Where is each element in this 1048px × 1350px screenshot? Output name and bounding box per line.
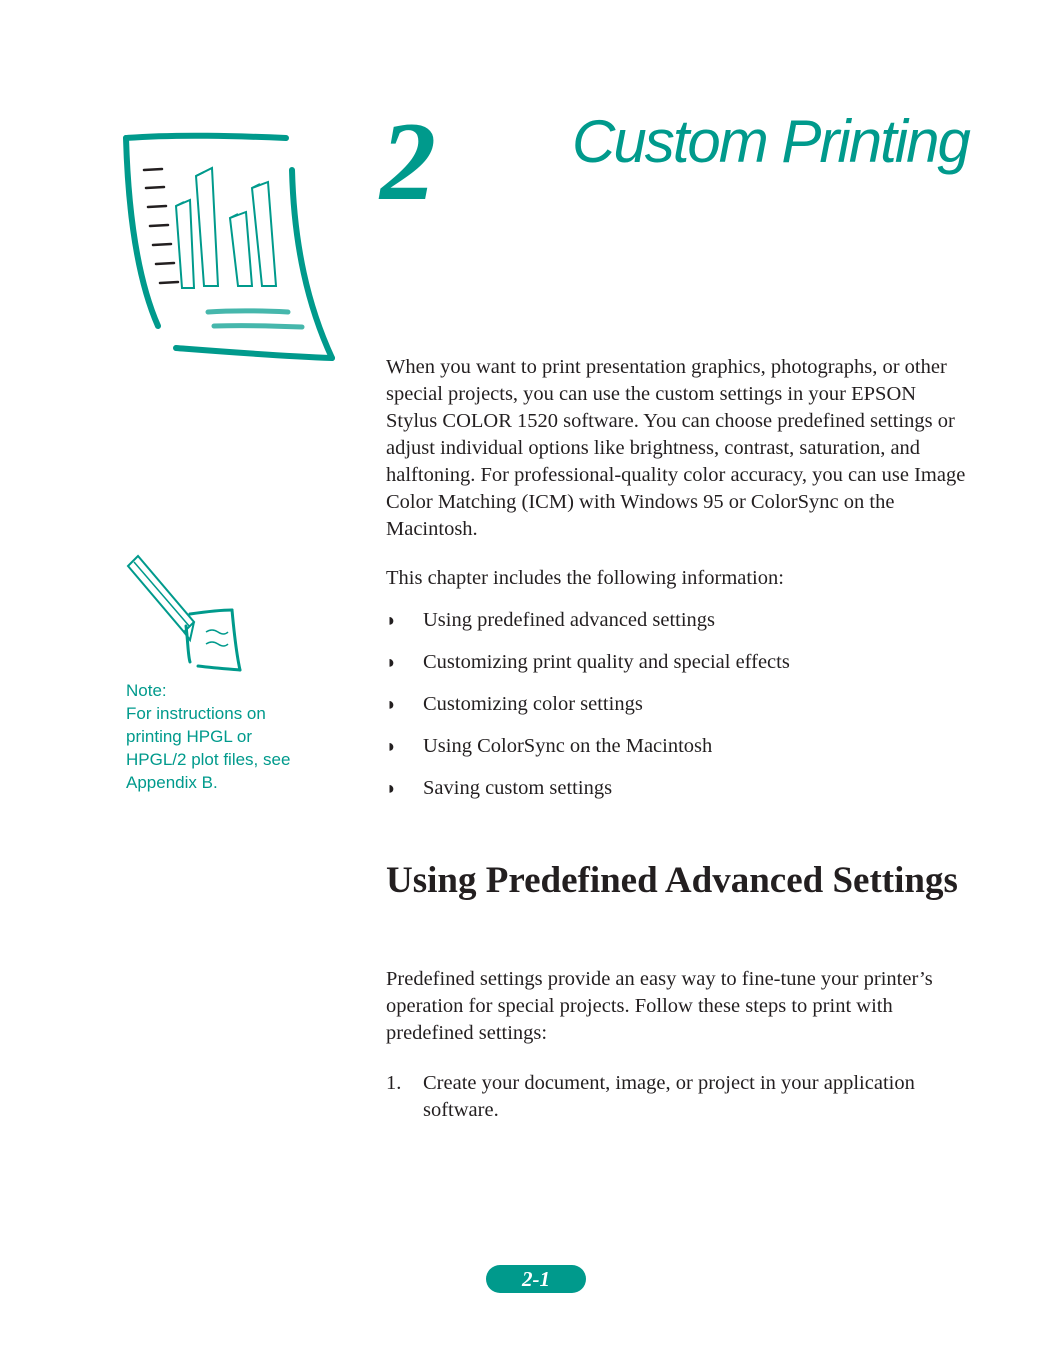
list-item-text: Saving custom settings	[423, 777, 613, 799]
note-line: HPGL/2 plot files, see	[126, 750, 291, 769]
note-line: Appendix B.	[126, 773, 218, 792]
step-list	[386, 1070, 956, 1124]
step-text: Create your document, image, or project in your application software.	[423, 1072, 915, 1121]
note-label: Note:	[126, 681, 167, 700]
page-number-badge: 2-1	[486, 1265, 586, 1293]
list-item-text: Customizing color settings	[423, 693, 643, 715]
step-item	[386, 1070, 956, 1124]
bar-chart-document-icon	[118, 126, 340, 366]
list-item	[386, 607, 790, 649]
contents-intro: This chapter includes the following information:	[386, 567, 784, 589]
section-heading: Using Predefined Advanced Settings	[386, 860, 958, 901]
list-item	[386, 733, 790, 775]
bullet-icon: ◗	[386, 778, 397, 798]
pen-and-note-icon	[124, 552, 244, 676]
list-item-text: Customizing print quality and special effects	[423, 651, 790, 673]
bullet-icon: ◗	[386, 736, 397, 756]
list-item	[386, 691, 790, 733]
margin-note	[126, 679, 336, 794]
intro-paragraph: When you want to print presentation graphics, photographs, or other special projects, you can use the custom settings in your EPSON Stylus COLOR 1520 software. You can choose predefined settings or adjust individual options like brightness, contrast, saturation, and halftoning. For professional-quality color accuracy, you can use Image Color Matching (ICM) with Windows 95 or ColorSync on the Macintosh.	[386, 356, 966, 540]
list-item-text: Using predefined advanced settings	[423, 609, 716, 631]
section-paragraph: Predefined settings provide an easy way to fine-tune your printer’s operation for special projects. Follow these steps to print with predefined settings:	[386, 968, 933, 1044]
list-item	[386, 649, 790, 691]
bullet-icon: ◗	[386, 694, 397, 714]
note-line: For instructions on	[126, 704, 266, 723]
note-line: printing HPGL or	[126, 727, 252, 746]
bullet-icon: ◗	[386, 610, 397, 630]
chapter-number: 2	[380, 100, 436, 224]
contents-list	[386, 607, 790, 817]
list-item-text: Using ColorSync on the Macintosh	[423, 735, 713, 757]
step-number: 1.	[386, 1072, 402, 1094]
list-item	[386, 775, 790, 817]
bullet-icon: ◗	[386, 652, 397, 672]
chapter-title: Custom Printing	[572, 108, 969, 175]
